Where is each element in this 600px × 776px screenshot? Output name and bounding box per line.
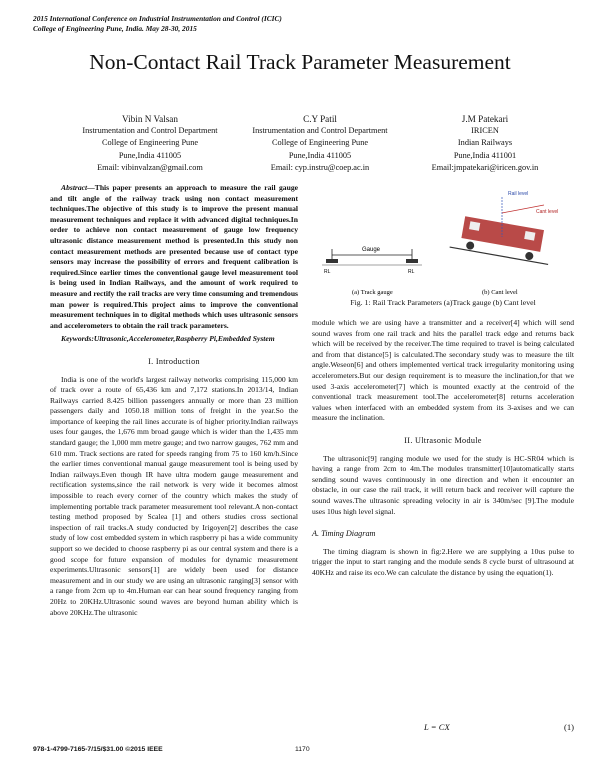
author-name: Vibin N Valsan	[122, 114, 178, 124]
footer-page-number: 1170	[295, 746, 310, 753]
author-name: C.Y Patil	[303, 114, 337, 124]
keywords-text: :Ultrasonic,Accelerometer,Raspberry Pi,Embedded System	[91, 334, 275, 344]
abstract-text: —This paper presents an approach to measure the rail gauge and tilt angle of the railway track using non contact measurement techniques.The objective of this study is to improve the present manual measurement techniques and replace it with advanced digital techniques.In order to achieve non contact measurement of gauge low frequency ultrasonic distance measurement method is presented.In this study non contact measurement methods are presented because use of contact type sensors may increase the possibility of errors and frequent calibration is required.Since earlier times the conventional gauge level measurement tool is being used in Indian Railways, and the amount of work required to measure and rectify the rail tracks are very time consuming and tremendous man power is required.This project aims to improve the conventional measurement techniques in to digital methods which uses ultrasonic sensors and accelerometers to obtain the rail track parameters.	[50, 183, 298, 330]
author-block-3	[400, 113, 570, 174]
footer-isbn: 978-1-4799-7165-7/15/$31.00 ©2015 IEEE	[33, 746, 163, 753]
author-org: College of Engineering Pune	[101, 138, 199, 148]
subsection-a-heading: A. Timing Diagram	[312, 529, 376, 539]
author-name: J.M Patekari	[461, 114, 509, 124]
author-city: Pune,India 411005	[288, 150, 352, 160]
author-city: Pune,India 411005	[118, 150, 182, 160]
rail-level-label: Rail level	[508, 191, 529, 197]
rail-track-figure	[312, 183, 570, 301]
right-column	[312, 318, 574, 578]
author-dept: Instrumentation and Control Department	[252, 126, 388, 136]
section-2-text: The ultrasonic[9] ranging module we used for the study is HC-SR04 which is having a range from 2cm to 4m.The modules transmitter[10]automatically starts sending sound waves continuously in one direction and when it encounter an obstacle, in our case the rail track, it will return back and receiver will capture the sound waves.The ultrasonic spreading velocity in air is 340m/sec [9].The module uses 10us high level signal.	[312, 453, 574, 516]
figure-caption: Fig. 1: Rail Track Parameters (a)Track gauge (b) Cant level	[350, 298, 536, 307]
rail-label-left: RL	[324, 269, 331, 275]
equation-expression: L = CX	[424, 722, 450, 732]
cant-level-diagram	[450, 191, 559, 296]
paper-title: Non-Contact Rail Track Parameter Measurement	[89, 50, 511, 74]
conference-line-1: 2015 International Conference on Industrial Instrumentation and Control (ICIC)	[33, 14, 282, 23]
author-city: Pune,India 411001	[453, 150, 517, 160]
subsection-a-text: The timing diagram is shown in fig:2.Here we are supplying a 10us pulse to trigger the input to start ranging and the module sends 8 cycle burst of ultrasound at 40KHz and raise its eco.We can calculate the distance by using the equation(1).	[312, 546, 574, 577]
keywords-label: Keywords	[61, 334, 92, 344]
abstract	[50, 183, 298, 331]
conference-line-2: College of Engineering Pune, India. May 28-30, 2015	[33, 24, 197, 33]
intro-continued: module which we are using have a transmitter and a receiver[4] which will send sound waves from one rail track and hits the parallel track edge and returns back which will be received by the receiver.The time required to travel is being calculated and from that distance[5] is calculated.The secondary study was to measure the tilt angle.Weseon[6] and others implemented vertical track irregularity monitoring using accelerometers.But our design requirement is to measure the inclination,for that we used 3-axis accelerometer[7] which is mounted exactly at the centroid of the conventional track measurement tool.The accelerometer[8] returns acceleration values when interfaced with an embedded system from its 3-axises and we can measure the inclination.	[312, 318, 574, 423]
cant-level-label: Cant level	[536, 209, 559, 215]
author-dept: Instrumentation and Control Department	[82, 126, 218, 136]
abstract-label: Abstract	[61, 183, 88, 192]
keywords	[50, 334, 298, 345]
author-org: Indian Railways	[457, 138, 513, 148]
subfig-b-caption: (b) Cant level	[482, 289, 518, 296]
author-email: Email:jmpatekari@iricen.gov.in	[431, 162, 539, 172]
author-org: College of Engineering Pune	[271, 138, 369, 148]
equation-number: (1)	[563, 722, 574, 732]
section-1-heading: I. Introduction	[148, 356, 200, 366]
author-dept: IRICEN	[471, 126, 499, 136]
section-1-text: India is one of the world's largest railway networks comprising 115,000 km of track over a route of 65,436 km and 7,172 stations.In 2013/14, Indian Railways carried 8.425 billion passengers annually or more than 23 million passengers daily and 1050.18 million tons of freight in the year.So the importance of keeping the rail lines accurate is of higher priority.Indian railways uses four gauges, the 1,676 mm broad gauge which is wider than the 1,435 mm standard gauge; the 1,000 mm metre gauge; and two narrow gauges, 762 mm and 610 mm. Track sections are rated for speeds ranging from 75 to 160 km/h.Since the earlier times conventional manual gauge measurement tool is being used by Indian railways.Even though IR have ultra modern gauge measurement and rectification systems,since the rail network is very wide it becomes almost impossible to reach every corner of the country which makes the study of implementing portable track parameter measurement tool relevant.A non-contact testing method proposed by Scalea [1] and others studies cross sectional inspection of rail tracks.A study conducted by Irigoyen[2] describes the case study of low cost embedded system in which raspberry pi has a wide community support so we decided to choose raspberry pi as our central system and there is a good scope for future expansion of modules for dynamic measurement experiments.Ultrasonic sensors[1] are widely been used for distance measurement and in our study we are using an ultrasonic ranging[3] sensor with a range from 2cm up to 4m.Human ear can hear sound frequency ranging from 20Hz to 20KHz.Ultrasonic sound waves are beyond human ability which is above 20KHz.The ultrasonic	[50, 374, 298, 617]
author-email: Email: vibinvalzan@gmail.com	[97, 162, 203, 172]
gauge-label: Gauge	[362, 247, 381, 253]
section-2-heading: II. Ultrasonic Module	[404, 435, 482, 445]
author-block-1	[45, 113, 255, 174]
conference-header	[33, 14, 282, 34]
track-gauge-diagram	[322, 247, 422, 296]
left-column	[50, 183, 298, 618]
rail-label-right: RL	[408, 269, 415, 275]
author-email: Email: cyp.instru@coep.ac.in	[270, 162, 370, 172]
author-block-2	[230, 113, 410, 174]
subfig-a-caption: (a) Track gauge	[352, 289, 393, 296]
